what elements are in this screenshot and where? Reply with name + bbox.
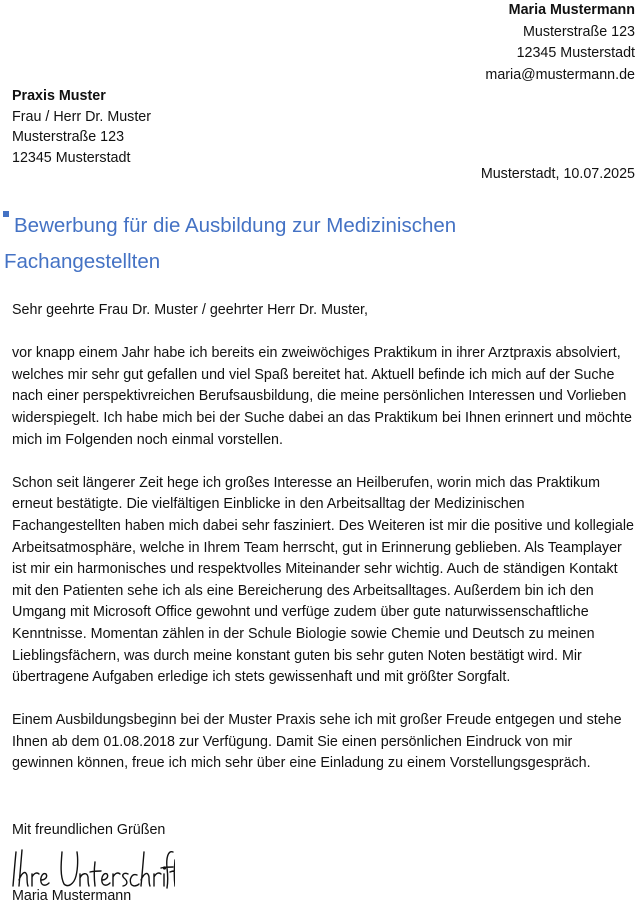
paragraph-1: vor knapp einem Jahr habe ich bereits ein zweiwöchiges Praktikum in ihrer Arztpraxis absolviert, welches mir sehr gut gefallen und viel Spaß bereitet hat. Aktuell befinde ich mich auf der Suche nach einer perspektivreichen Berufsausbildung, die meine persönlichen Interessen und Vorlieben widerspiegelt. Ich habe mich bei der Suche dabei an das Praktikum bei Ihnen erinnert und möchte mich im Folgenden noch einmal vorstellen. — [12, 345, 632, 448]
recipient-block — [12, 86, 151, 168]
sender-city: 12345 Musterstadt — [516, 45, 635, 61]
recipient-street: Musterstraße 123 — [12, 129, 125, 145]
sender-street: Musterstraße 123 — [522, 23, 635, 40]
letter-body — [12, 300, 636, 797]
subject-line-1: Bewerbung für die Ausbildung zur Medizinischen — [14, 214, 457, 237]
sender-block — [485, 0, 635, 86]
heading-marker-icon — [3, 211, 9, 217]
recipient-city: 12345 Musterstadt — [12, 149, 131, 166]
letter-date: Musterstadt, 10.07.2025 — [480, 166, 635, 182]
sender-name: Maria Mustermann — [508, 2, 635, 18]
subject-line-2: Fachangestellten — [4, 250, 161, 273]
closing-greeting: Mit freundlichen Grüßen — [12, 822, 166, 838]
sender-email: maria@mustermann.de — [485, 66, 635, 83]
handwritten-signature — [10, 846, 175, 890]
paragraph-2: Schon seit längerer Zeit hege ich großes Interesse an Heilberufen, worin mich das Praktikum erneut bestätigte. Die vielfältigen Einblicke in den Arbeitsalltag der Medizinischen Fachangestellten haben mich dabei sehr fasziniert. Des Weiteren ist mir die positive und kollegiale Arbeitsatmosphäre, welche in Ihrem Team herrscht, gut in Erinnerung geblieben. Als Teamplayer ist mir ein harmonisches und respektvolles Miteinander sehr wichtig. Auch de ständigen Kontakt mit den Patienten sehe ich als eine Bereicherung des Arbeitsalltages. Außerdem bin ich den Umgang mit Microsoft Office gewohnt und verfüge zudem über gute naturwissenschaftliche Kenntnisse. Momentan zählen in der Schule Biologie sowie Chemie und Deutsch zu meinen Lieblingsfächern, was durch meine konstant guten bis sehr guten Noten bestätigt wird. Mir übertragene Aufgaben erledige ich stets gewissenhaft und mit größter Sorgfalt. — [12, 474, 634, 686]
salutation: Sehr geehrte Frau Dr. Muster / geehrter Herr Dr. Muster, — [12, 302, 368, 318]
subject-line — [4, 208, 544, 280]
signer-name: Maria Mustermann — [12, 888, 132, 904]
recipient-name: Praxis Muster — [12, 88, 106, 104]
recipient-contact: Frau / Herr Dr. Muster — [12, 108, 152, 125]
paragraph-3: Einem Ausbildungsbeginn bei der Muster Praxis sehe ich mit großer Freude entgegen und stehe Ihnen ab dem 01.08.2018 zur Verfügung. Damit Sie einen persönlichen Eindruck von mir gewinnen können, freue ich mich sehr über eine Einladung zu einem Vorstellungsgespräch. — [12, 712, 622, 772]
